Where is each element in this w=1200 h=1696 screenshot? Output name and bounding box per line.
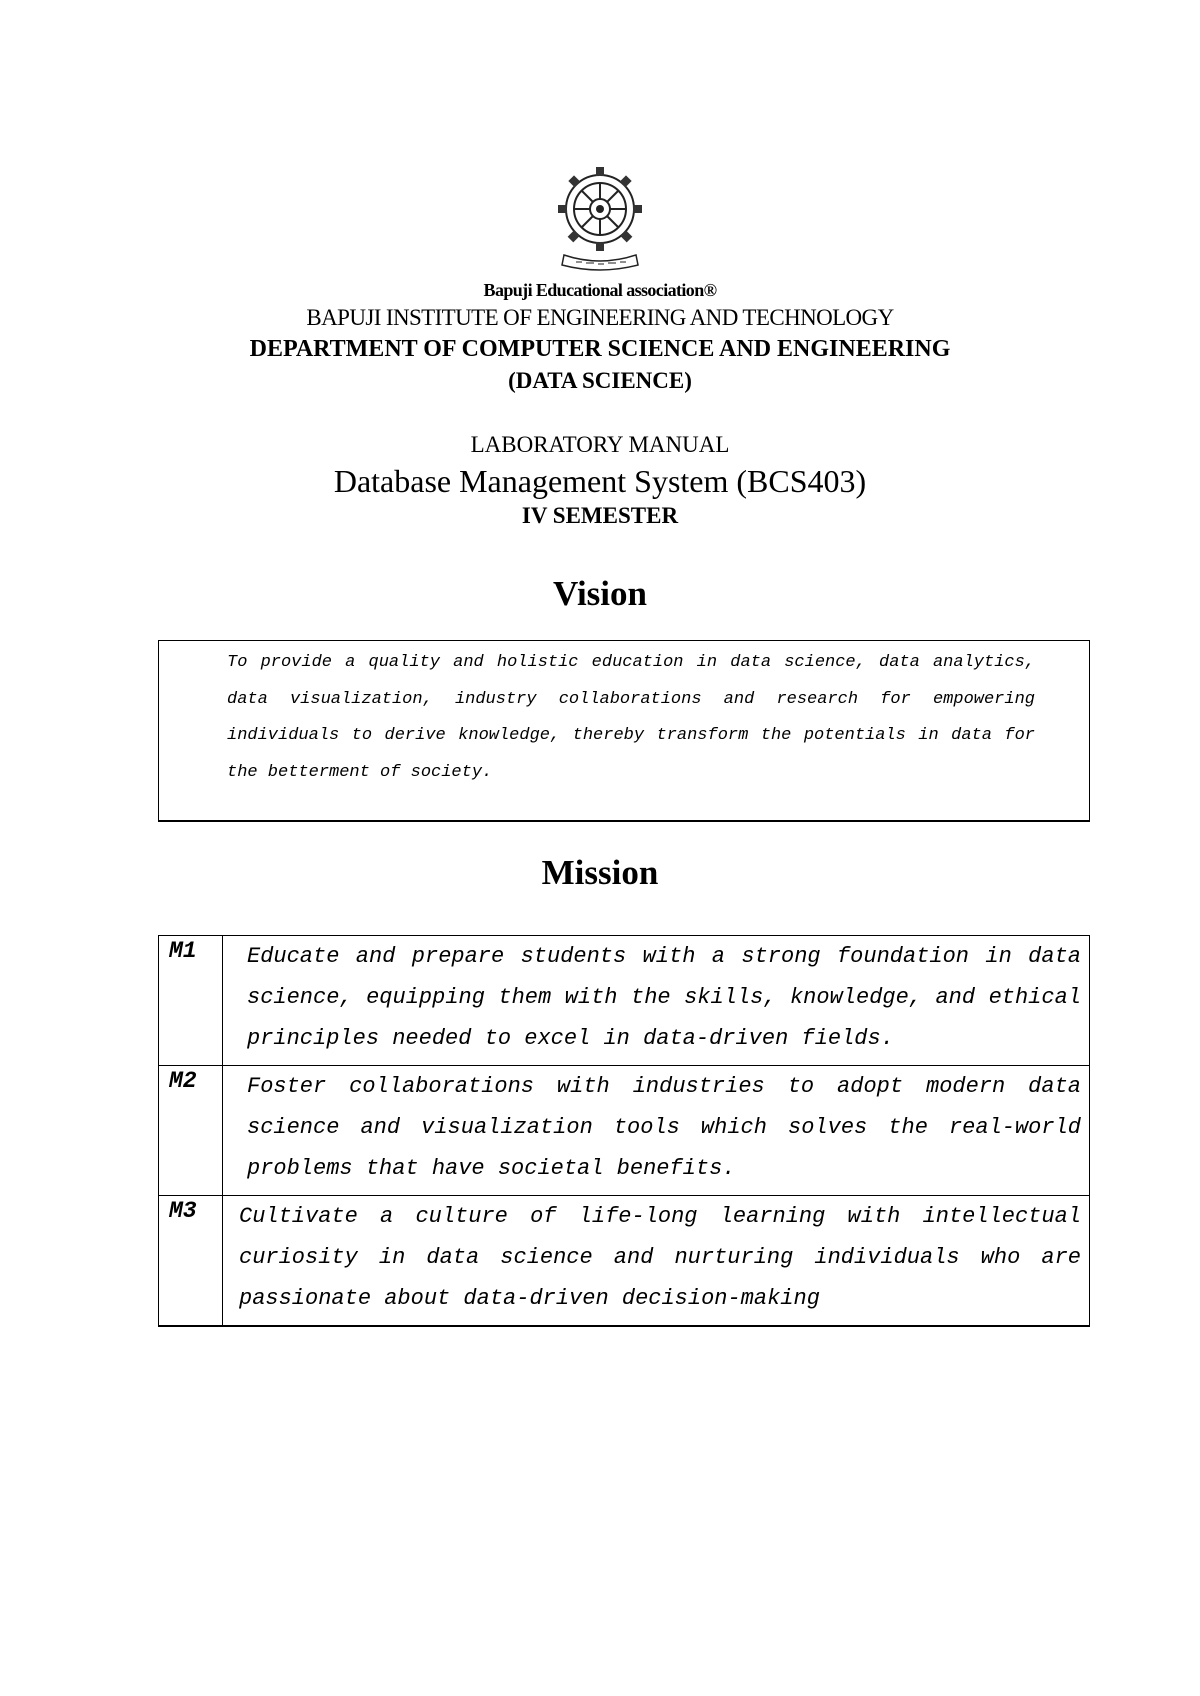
vision-statement: To provide a quality and holistic education in data science, data analytics, data visualization, industry collaborations and research for empowering individuals to derive knowledge, thereby transform the potentials in data for the betterment of society. xyxy=(227,653,1035,782)
semester-label: IV SEMESTER xyxy=(521,503,679,528)
mission-heading: Mission xyxy=(541,853,659,892)
department-name: DEPARTMENT OF COMPUTER SCIENCE AND ENGINEERING xyxy=(249,336,951,362)
vision-heading: Vision xyxy=(552,574,647,613)
mission-code: M3 xyxy=(159,1196,223,1327)
mission-table xyxy=(158,935,1090,1327)
mission-row xyxy=(159,1066,1090,1196)
manual-label: LABORATORY MANUAL xyxy=(470,432,730,457)
institution-logo-emblem xyxy=(554,163,646,275)
mission-text: Educate and prepare students with a strong foundation in data science, equipping them with the skills, knowledge, and ethical principles needed to excel in data-driven fields. xyxy=(223,936,1090,1066)
mission-code: M2 xyxy=(159,1066,223,1196)
mission-text: Foster collaborations with industries to adopt modern data science and visualization tools which solves the real-world problems that have societal benefits. xyxy=(223,1066,1090,1196)
mission-text: Cultivate a culture of life-long learning with intellectual curiosity in data science and nurturing individuals who are passionate about data-driven decision-making xyxy=(223,1196,1090,1327)
mission-row xyxy=(159,1196,1090,1327)
course-title: Database Management System (BCS403) xyxy=(333,463,867,499)
mission-row xyxy=(159,936,1090,1066)
association-name: Bapuji Educational association® xyxy=(483,280,717,300)
vision-box xyxy=(158,640,1090,822)
department-subtitle: (DATA SCIENCE) xyxy=(508,368,692,393)
institute-name: BAPUJI INSTITUTE OF ENGINEERING AND TECHNOLOGY xyxy=(306,305,894,330)
mission-code: M1 xyxy=(159,936,223,1066)
